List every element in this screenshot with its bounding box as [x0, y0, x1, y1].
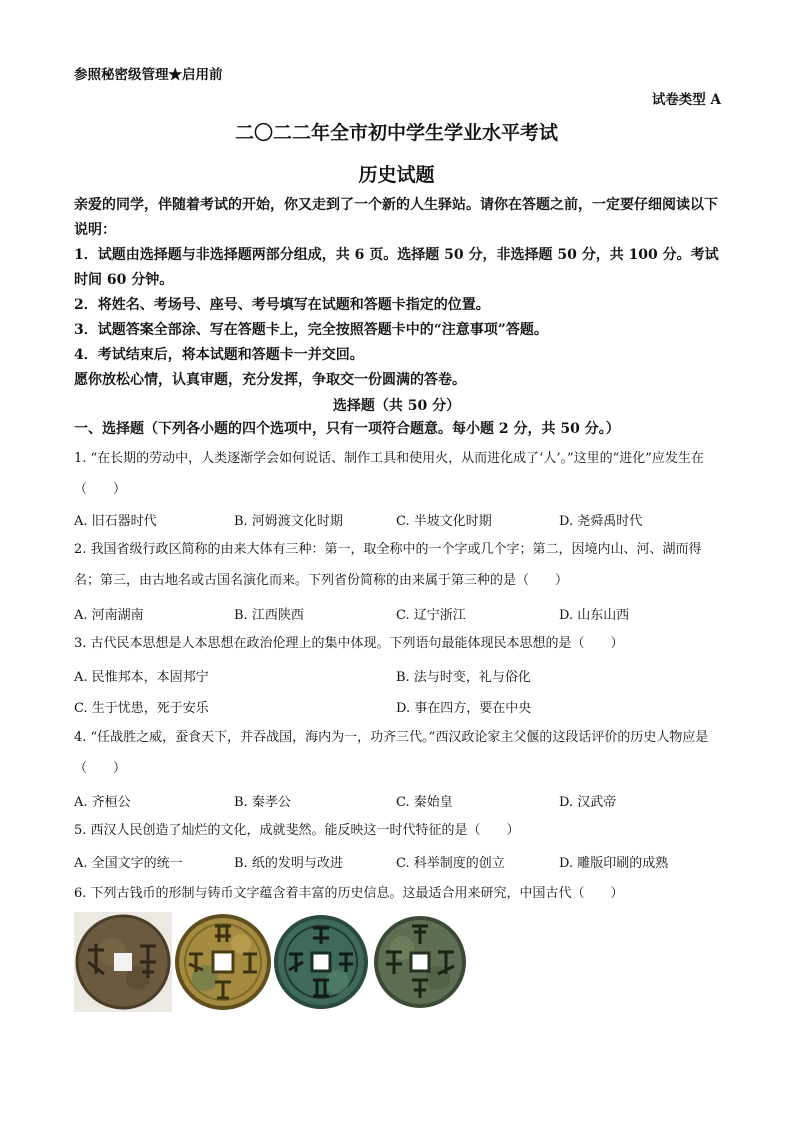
seal-script-coin-icon: [372, 912, 469, 1012]
bronze-coin-icon: [74, 912, 172, 1012]
coin-images: [74, 912, 469, 1012]
intro-rule-2: 2．将姓名、考场号、座号、考号填写在试题和答题卡指定的位置。: [74, 297, 490, 313]
coin-image-2: [175, 912, 271, 1012]
question-1-option-b: B. 河姆渡文化时期: [234, 514, 343, 529]
gilded-coin-icon: [175, 912, 271, 1012]
question-4-option-b: B. 秦孝公: [234, 795, 291, 810]
question-5-option-b: B. 纸的发明与改进: [234, 856, 343, 871]
confidential-label: 参照秘密级管理★启用前: [74, 67, 223, 83]
question-2-option-a: A. 河南湖南: [74, 608, 144, 623]
section-instruction: 一、选择题（下列各小题的四个选项中，只有一项符合题意。每小题 2 分，共 50 分。）: [74, 421, 620, 437]
coin-image-4: [372, 912, 469, 1012]
question-3-option-c: C. 生于忧患，死于安乐: [74, 701, 209, 716]
section-heading: 选择题（共 50 分）: [332, 398, 461, 414]
subject-title: 历史试题: [358, 164, 435, 186]
question-2-option-d: D. 山东山西: [559, 608, 630, 623]
question-2-option-b: B. 江西陕西: [234, 608, 304, 623]
question-2-stem: 2. 我国省级行政区简称的由来大体有三种：第一，取全称中的一个字或几个字；第二，因境内山、河、湖而得名；第三，由古地名或古国名演化而来。下列省份简称的由来属于第三种的是（ ）: [74, 542, 702, 588]
intro-closing: 愿你放松心情，认真审题，充分发挥，争取交一份圆满的答卷。: [74, 372, 466, 388]
question-3-option-b: B. 法与时变，礼与俗化: [396, 670, 531, 685]
question-5-option-d: D. 雕版印刷的成熟: [559, 856, 669, 871]
intro-rule-3: 3．试题答案全部涂、写在答题卡上，完全按照答题卡中的“注意事项”答题。: [74, 322, 548, 338]
patina-coin-icon: [273, 912, 369, 1012]
question-2-option-c: C. 辽宁浙江: [396, 608, 466, 623]
intro-greeting: 亲爱的同学，伴随着考试的开始，你又走到了一个新的人生驿站。请你在答题之前，一定要仔细阅读以下说明：: [74, 197, 718, 238]
question-4-option-a: A. 齐桓公: [74, 795, 131, 810]
intro-rule-4: 4．考试结束后，将本试题和答题卡一并交回。: [74, 347, 364, 363]
question-6-stem: 6. 下列古钱币的形制与铸币文字蕴含着丰富的历史信息。这最适合用来研究，中国古代（ ）: [74, 886, 624, 901]
coin-image-1: [74, 912, 172, 1012]
question-5-stem: 5. 西汉人民创造了灿烂的文化，成就斐然。能反映这一时代特征的是（ ）: [74, 823, 520, 838]
question-4-stem: 4. “任战胜之威，蚕食天下，并吞战国，海内为一，功齐三代。”西汉政论家主父偃的这段话评价的历史人物应是（ ）: [74, 730, 709, 776]
question-1-option-a: A. 旧石器时代: [74, 514, 157, 529]
coin-image-3: [273, 912, 369, 1012]
exam-title: 二〇二二年全市初中学生学业水平考试: [234, 122, 558, 144]
question-3-stem: 3. 古代民本思想是人本思想在政治伦理上的集中体现。下列语句最能体现民本思想的是（ ）: [74, 636, 624, 651]
paper-type-label: 试卷类型 A: [651, 92, 721, 108]
question-5-option-c: C. 科举制度的创立: [396, 856, 505, 871]
question-1-stem: 1. “在长期的劳动中，人类逐渐学会如何说话、制作工具和使用火，从而进化成了‘人’。”这里的“进化”应发生在（ ）: [74, 451, 704, 497]
question-4-option-d: D. 汉武帝: [559, 795, 617, 810]
question-1-option-c: C. 半坡文化时期: [396, 514, 492, 529]
intro-rule-1: 1．试题由选择题与非选择题两部分组成，共 6 页。选择题 50 分，非选择题 50 分，共 100 分。考试时间 60 分钟。: [74, 247, 719, 288]
question-3-option-a: A. 民惟邦本，本固邦宁: [74, 670, 209, 685]
question-3-option-d: D. 事在四方，要在中央: [396, 701, 532, 716]
question-5-option-a: A. 全国文字的统一: [74, 856, 183, 871]
question-4-option-c: C. 秦始皇: [396, 795, 453, 810]
question-1-option-d: D. 尧舜禹时代: [559, 514, 643, 529]
